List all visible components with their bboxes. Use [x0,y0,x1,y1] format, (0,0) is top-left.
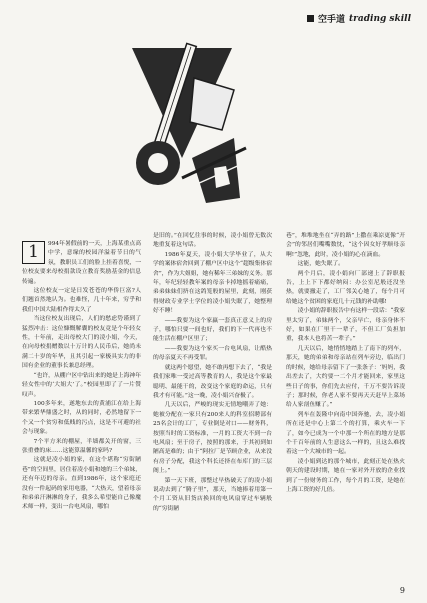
section-title-cn: 空手道 [318,15,346,25]
paragraph: 1986年夏天，凌小娟大学毕业了，从大学的案体宿舍回到了棚户区中这个“超级集体宿舍”，作为大姐姐，她有稀年三弟妹的义务。那年，年纪轻轻教年案的母亲卡掉地摇着痛痛，弟弟妹妹们挤在这鸽笼般的屋里，此刻，刚获得财政专业学士学位的凌小娟失眠了，她整理好不睡！ [153,251,272,315]
abstract-illustration [122,38,250,208]
paragraph: 第一天下班，那整过早热破天了的凌小娟说动去到了“腾子里”，那天，当她捧着用第一个月工资从旧货店换回的电风扇穿过车辆般的“穷街陋 [153,477,272,512]
illustration-flag [190,78,234,130]
paragraph: 100多年来，遂地东去的黄浦江在给上海带来繁华鼎盛之时，从的同时，必然地留下一个又一个贫穷和低贱的污点，这是不可避的社会与现象。 [22,400,141,436]
paragraph: 是旧的。”在回忆往事的时候，凌小娟曾无数次地重复着这句话。 [153,233,272,249]
paragraph: 994年暑假前的一天，上海某重点高中学，意缘的校园洋溢着节日的气氛，教职员工们的脸上挂着喜悦，一位校友要来母校捐款设立教育奖励基金的信息传遍。 [22,241,141,285]
paragraph: 巷”，堆堆地坐在“弄的路”上撒在乘凉更像“开会”的邻居们嘴嘴数忱，“这个因女好孝顺母亲啊!”忽地，此时，凌小娟的心在滴血。 [286,233,405,258]
paragraph: 这能，她失眠了。 [297,261,344,268]
paragraph: 凌小娟到达的那个城市，此刻正处在热火朝天的建设时期，她在一家对外开放的企业找到了一份财务的工作，每个月的工资，是她在上海工资的好几倍。 [286,458,405,493]
paragraph: 凌小娟的辞职报告中有这样一段话：“我家里太穷了，弟妹两个，父亲早亡，母亲身体不好，如果在厂里干一辈子，不但工厂负担加重，我本人也将苦一辈子。” [286,308,405,343]
paragraph: 就这两个愿望，她不敢再想下去了，“我是我们家唯一受过高等教育的人，我是这个家最聪明、最能干的，改变这个家庭的命运，只有我才有可能。”这一晚，凌小娟兴奋极了。 [153,364,272,399]
paragraph: 几天以后，她悄悄地踏上了南下的列车，那天，她的弟弟和母亲站在列车旁边，临出门的时候，她给母亲留下了一张条子：‘妈妈，我出差去了，大约要一二个月才能回来，家里这些日子的事，你们先去应付，千万不要告诉凌子；那时候，你老人家不要再天天赶早上菜场给人家剖鱼赚了。” [286,345,405,409]
paragraph: ——我要为这个家买一台电风扇，让酷热的母亲夏天不再受罪。 [153,345,272,362]
article-column-1 [22,240,141,590]
paragraph: 7个平方米的棚屋，半墙都关开的窗，三张重叠的床……这能算温馨的家吗? [22,438,141,454]
dropcap: 1 [22,241,45,264]
page-number: 9 [399,586,405,595]
section-header [307,12,411,25]
section-title-en: trading skill [349,13,411,24]
paragraph: 几天以后，严峻的现实无情地嘲弄了她：她被分配在一家只有200来人的科室招聘部有25名会计的工厂，专业倒是对口——财务科，按照当时的工资标准，一月的工资大不到一台电风扇；至于房子，按照的那来，于其初到如陋高是难的；由于“阿拉厂是节顾企业，从来没有房子分配，我这个科长还挤在布库门的三层阁上。” [153,402,272,475]
paragraph: 当这位校友出现后，人们的愁虑势谨到了猛烈冲击：这位慷慨解囊的校友竟是个年轻女性，十年前，走出母校大门的凌小娟，今天，在向母校捐赠数以十万计的人民币后，她尚未满二十岁的年华，且其引起一家极具实力的非国有企业的董事长兼总经理。 [22,316,141,370]
paragraph: 这就是凌小娟的家，在这个堪称“穷街陋巷”的空间里，居住着凌小娟和她的三个弟妹，还有年迈的母亲。直到1986年，这个家庭还没有一件起码的家用电器，“大热天，望着母亲和弟弟汗淋淋的身子，我多么希望能自己像魔术师一样，变出一台电风扇，哪怕 [22,457,141,511]
paragraph: 列车在轰隆中向南中国奔驰，去，凌小娟所在还是中心上第二个的打算，乘火车一下了，如今已成为一个中那一个所在的地方是那个千百年前的人生意这么一样的，且这么难找着这一个大城市的一起。 [286,411,405,456]
paragraph: ——我要为这个家赢一套真正意义上的房子，哪怕只要一间也好，我们的下一代再也不能生活在棚户区里了； [153,317,272,343]
paragraph: 这位校友一定是日发苍苍的华侨巨富?人们翘首然地认为。也难怪，几十年来，穷乎和我们中国大陆相作得太久了 [22,288,141,313]
paragraph: “也许，从棚户区中钻出来的她是上海神年轻女性中的‘大姐大’了。”校园里即了了一片赞叹声。 [22,372,141,398]
header-square-icon [307,15,314,22]
article-column-2 [153,232,272,582]
paragraph: 两个月后，凌小娟向厂部递上了辞职报告，上上下下都好纳闷：办公室尼般还没坐热，就要撤走了，工厂邻关心她了，每个月可给她这个贫困的家庭几十元钱的补助哪! [286,270,405,305]
article-column-3 [286,232,405,582]
